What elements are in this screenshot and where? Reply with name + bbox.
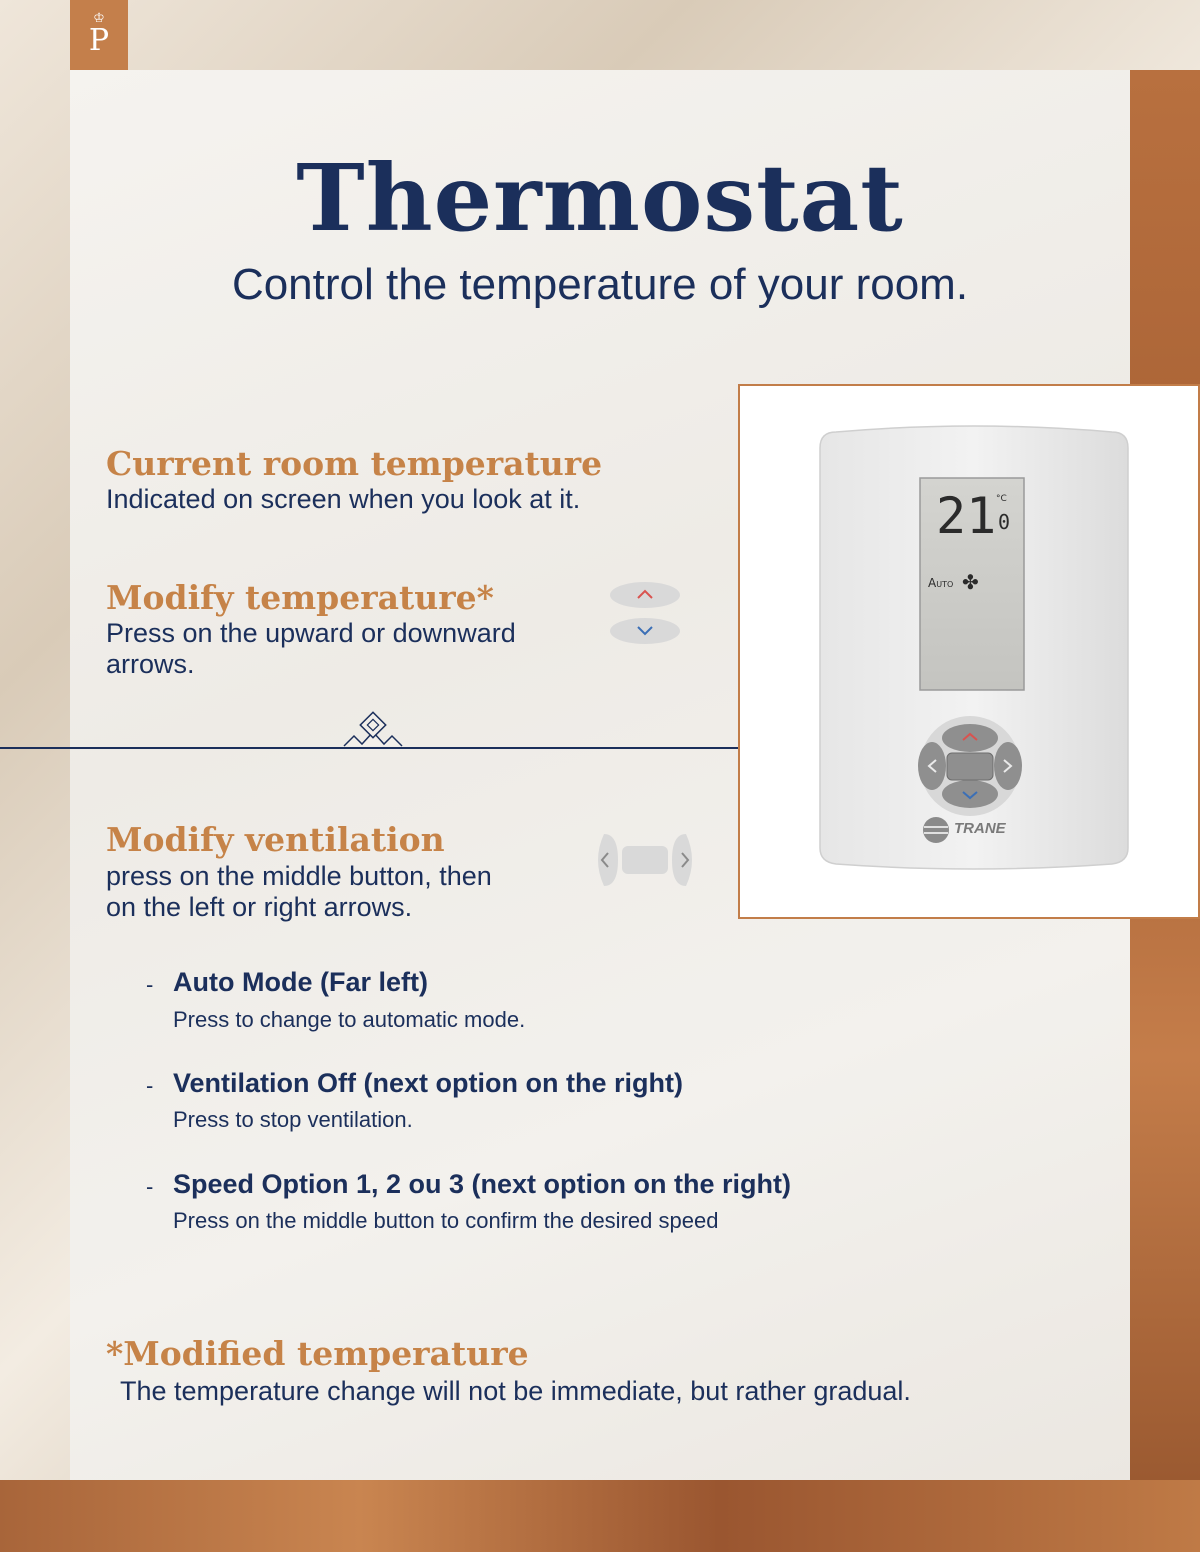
option-off-title: Ventilation Off (next option on the right) [173, 1068, 683, 1098]
option-speed-desc: Press on the middle button to confirm the desired speed [173, 1208, 719, 1233]
section-heading-modify-temp: Modify temperature* [106, 578, 494, 617]
option-auto-desc: Press to change to automatic mode. [173, 1007, 526, 1032]
thermostat-photo-frame [738, 384, 1200, 919]
section-body-modify-temp-line2: arrows. [106, 649, 195, 679]
section-body-modify-temp-line1: Press on the upward or downward [106, 618, 516, 648]
left-right-arrows-icon [590, 832, 700, 888]
section-body-current-temp: Indicated on screen when you look at it. [106, 484, 581, 514]
section-body-ventilation-line1: press on the middle button, then [106, 861, 492, 891]
up-down-arrows-icon [608, 580, 684, 646]
section-heading-current-temp: Current room temperature [106, 444, 603, 483]
bullet-dash: - [146, 1174, 154, 1199]
bullet-dash: - [146, 972, 154, 997]
ornament-icon [342, 710, 404, 750]
lcd-temperature-whole: 21 [936, 487, 997, 545]
option-auto-title: Auto Mode (Far left) [173, 967, 428, 997]
page-title: Thermostat [296, 144, 904, 252]
option-off-desc: Press to stop ventilation. [173, 1107, 413, 1132]
logo-letter: P [88, 23, 110, 58]
copper-border-bottom [0, 1480, 1200, 1552]
page-subtitle: Control the temperature of your room. [231, 260, 969, 309]
lcd-temperature-decimal: 0 [998, 510, 1011, 534]
device-brand: TRANE [954, 820, 1006, 837]
footnote-heading: *Modified temperature [106, 1334, 529, 1373]
lcd-mode-label: Auto [928, 576, 954, 590]
option-speed-title: Speed Option 1, 2 ou 3 (next option on the right) [173, 1169, 791, 1199]
fan-icon: ✤ [962, 570, 979, 594]
section-heading-modify-ventilation: Modify ventilation [106, 820, 445, 859]
lcd-unit: °C [996, 494, 1007, 504]
section-body-ventilation-line2: on the left or right arrows. [106, 892, 413, 922]
brand-logo [70, 0, 128, 70]
bullet-dash: - [146, 1073, 154, 1098]
footnote-body: The temperature change will not be immediate, but rather gradual. [120, 1376, 911, 1406]
crown-icon: ♔ [93, 11, 105, 26]
